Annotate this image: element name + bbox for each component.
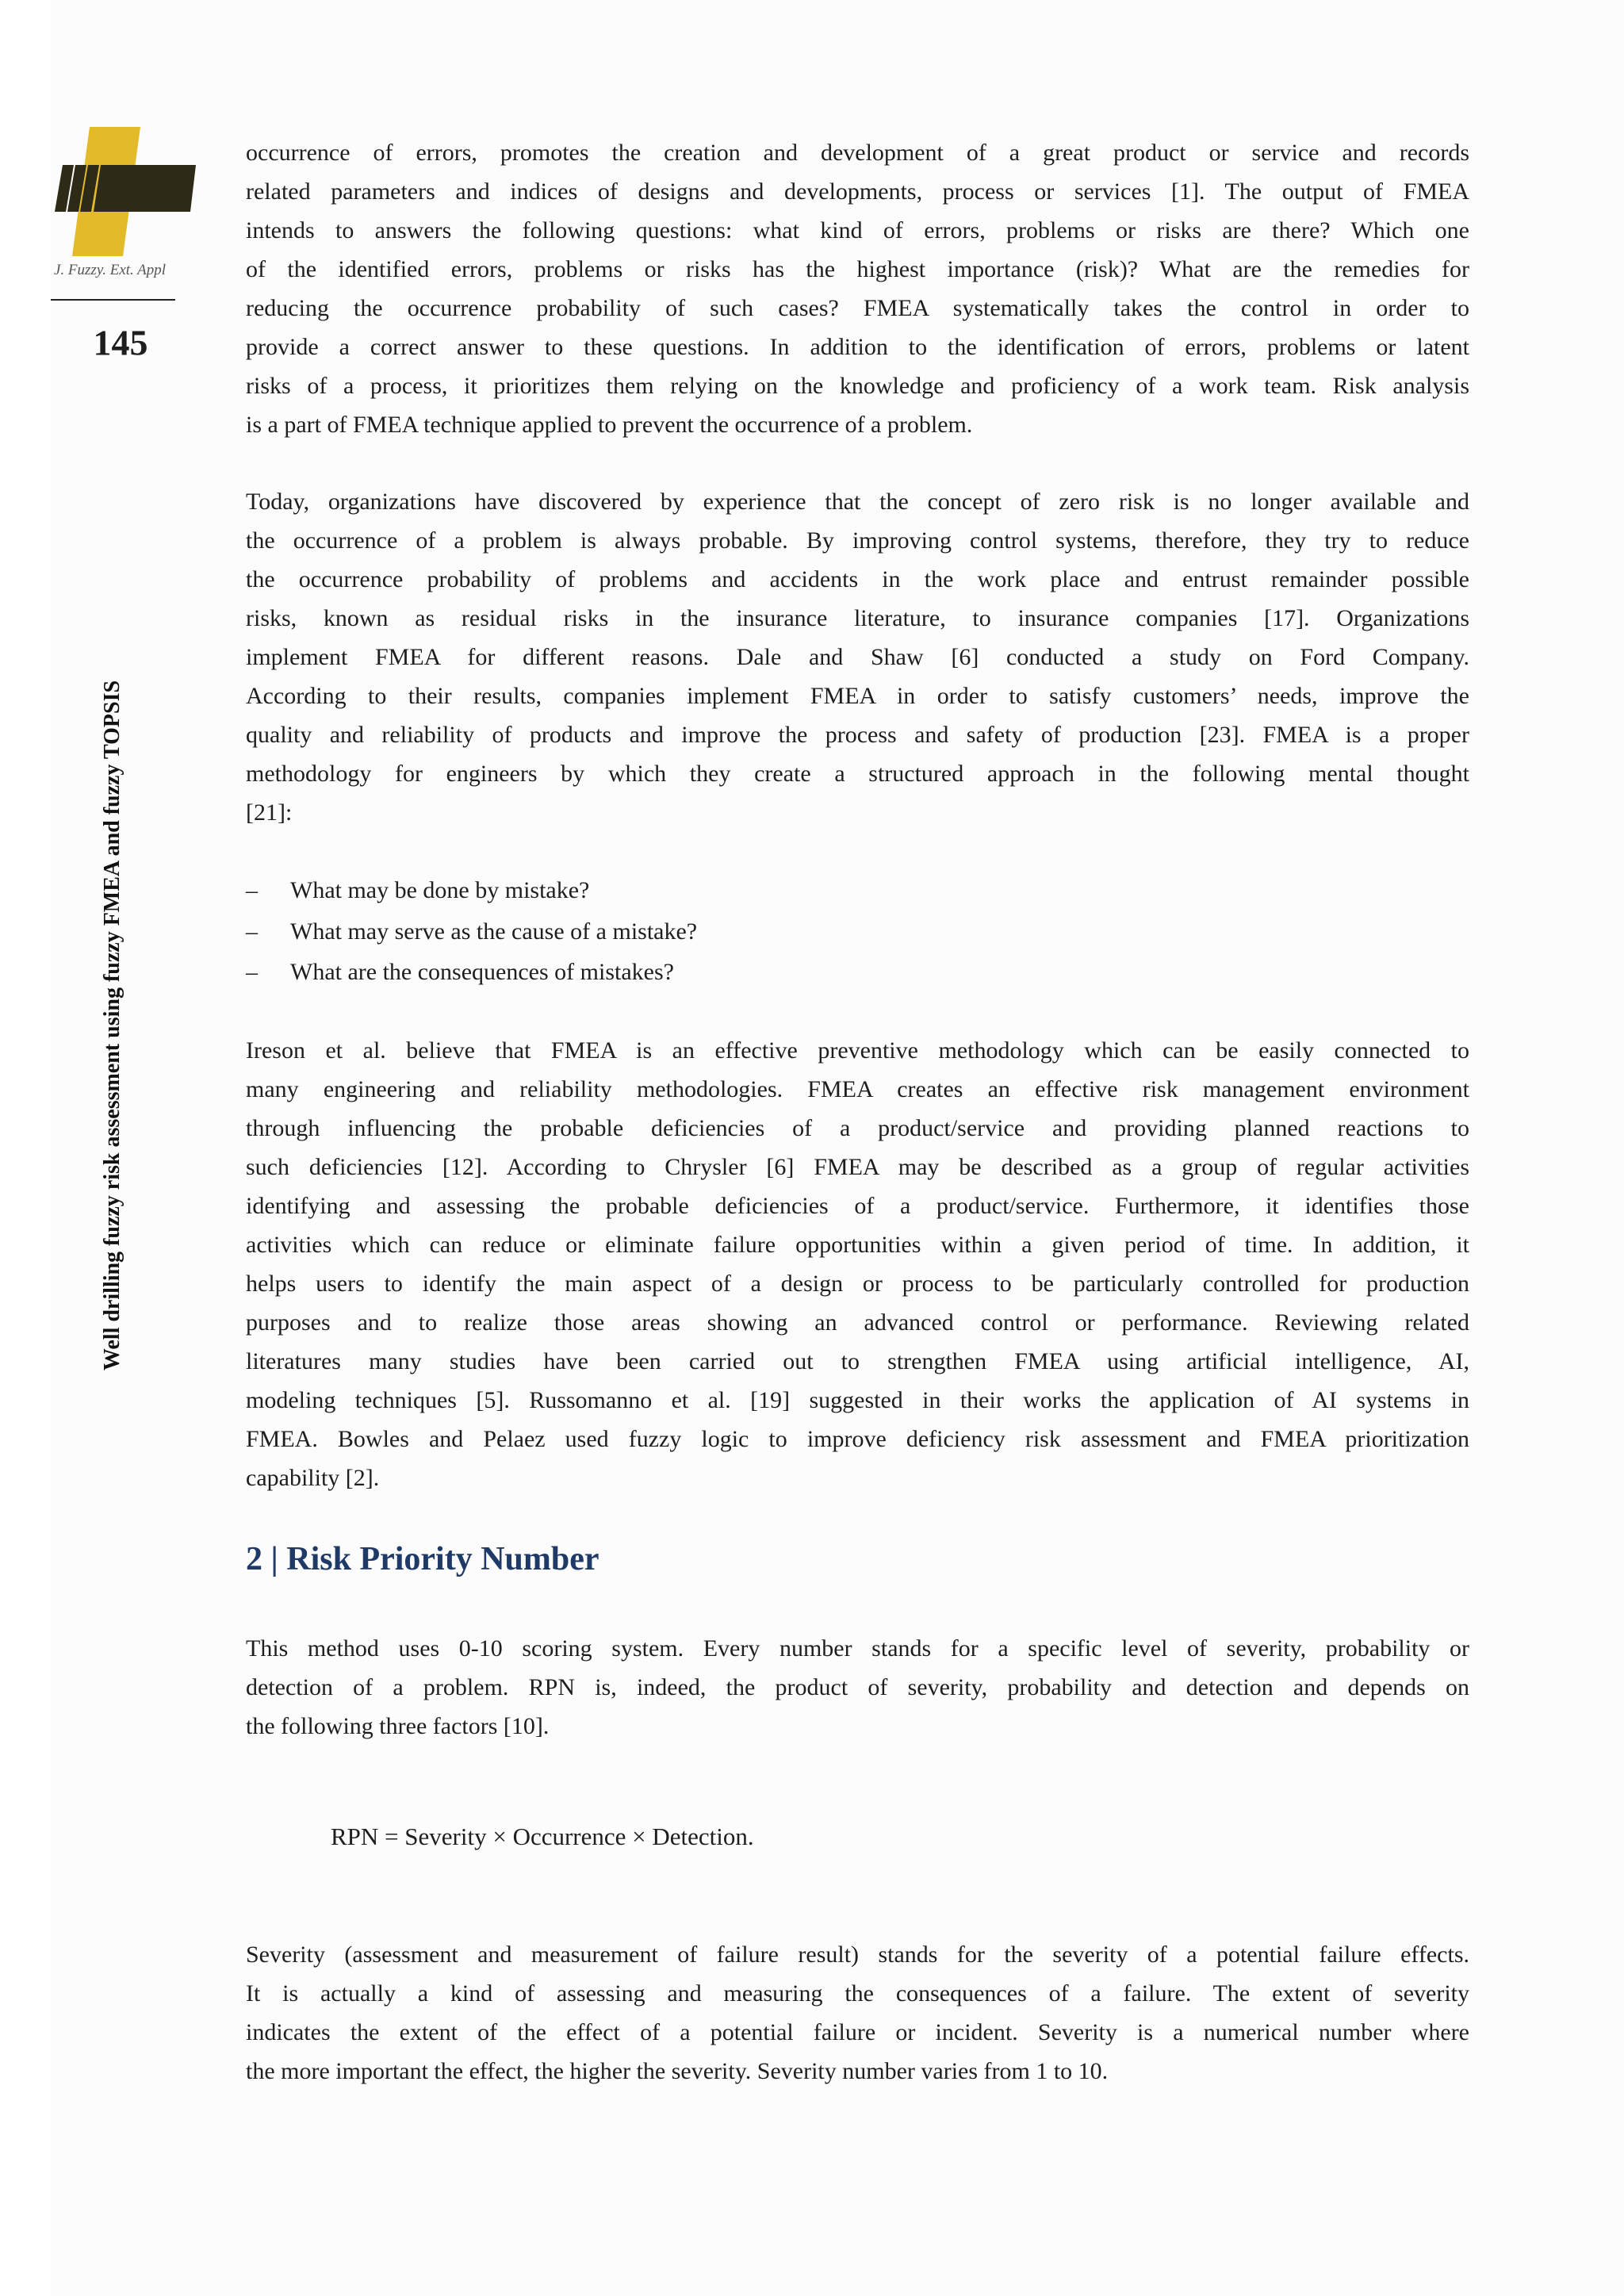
text-line: [21]: (246, 799, 293, 826)
text-line: the occurrence of a problem is always probable. By improving control systems, therefore, they try to reduce (246, 527, 1469, 554)
running-title: Well drilling fuzzy risk assessment using fuzzy FMEA and fuzzy TOPSIS (100, 680, 124, 1371)
text-line: activities which can reduce or eliminate failure opportunities within a given period of time. In addition, it (246, 1232, 1469, 1258)
text-line: the occurrence probability of problems and accidents in the work place and entrust remainder possible (246, 566, 1469, 592)
text-line: of the identified errors, problems or risks has the highest importance (risk)? What are the remedies for (246, 256, 1469, 282)
text-line: indicates the extent of the effect of a potential failure or incident. Severity is a numerical number where (246, 2019, 1469, 2045)
text-line: the following three factors [10]. (246, 1713, 550, 1739)
paragraph-2 (246, 482, 1469, 832)
bullet-marker: – (246, 959, 258, 985)
text-line: many engineering and reliability methodologies. FMEA creates an effective risk management environment (246, 1076, 1469, 1102)
bullet-text: What may serve as the cause of a mistake? (290, 918, 698, 945)
journal-abbreviation: J. Fuzzy. Ext. Appl (54, 262, 167, 278)
bullet-text: What are the consequences of mistakes? (290, 959, 674, 985)
bullet-item (246, 912, 697, 951)
text-line: It is actually a kind of assessing and measuring the consequences of a failure. The extent of severity (246, 1980, 1469, 2007)
text-line: purposes and to realize those areas showing an advanced control or performance. Reviewing related (246, 1309, 1469, 1336)
text-line: Today, organizations have discovered by experience that the concept of zero risk is no longer available and (246, 489, 1469, 515)
text-line: identifying and assessing the probable deficiencies of a product/service. Furthermore, it identifies those (246, 1193, 1469, 1219)
text-line: reducing the occurrence probability of such cases? FMEA systematically takes the control in order to (246, 295, 1469, 321)
journal-logo (44, 127, 198, 262)
text-line: the more important the effect, the higher the severity. Severity number varies from 1 to 10. (246, 2058, 1109, 2084)
text-line: occurrence of errors, promotes the creation and development of a great product or service and records (246, 140, 1469, 166)
text-line: risks, known as residual risks in the insurance literature, to insurance companies [17]. Organizations (246, 605, 1469, 631)
page-margin (0, 0, 51, 2296)
text-line: helps users to identify the main aspect of a design or process to be particularly controlled for production (246, 1271, 1469, 1297)
text-line: through influencing the probable deficiencies of a product/service and providing planned reactions to (246, 1115, 1469, 1141)
text-line: risks of a process, it prioritizes them relying on the knowledge and proficiency of a work team. Risk analysis (246, 373, 1469, 399)
paragraph-1 (246, 133, 1469, 444)
bullet-marker: – (246, 877, 258, 903)
text-line: Ireson et al. believe that FMEA is an effective preventive methodology which can be easily connected to (246, 1037, 1469, 1064)
text-line: such deficiencies [12]. According to Chrysler [6] FMEA may be described as a group of regular activities (246, 1154, 1469, 1180)
text-line: literatures many studies have been carried out to strengthen FMEA using artificial intelligence, AI, (246, 1348, 1469, 1374)
bullet-item (246, 953, 674, 991)
text-line: modeling techniques [5]. Russomanno et al. [19] suggested in their works the application of AI systems in (246, 1387, 1469, 1413)
paragraph-4 (246, 1629, 1469, 1746)
text-line: related parameters and indices of designs and developments, process or services [1]. The output of FMEA (246, 178, 1469, 205)
text-line: detection of a problem. RPN is, indeed, the product of severity, probability and detection and depends on (246, 1674, 1469, 1700)
text-line: Severity (assessment and measurement of failure result) stands for the severity of a potential failure effects. (246, 1941, 1469, 1968)
bullet-item (246, 871, 589, 910)
section-heading: 2 | Risk Priority Number (246, 1541, 599, 1577)
page-number: 145 (93, 322, 148, 363)
text-line: implement FMEA for different reasons. Dale and Shaw [6] conducted a study on Ford Company. (246, 644, 1469, 670)
text-line: capability [2]. (246, 1465, 380, 1491)
text-line: provide a correct answer to these questions. In addition to the identification of errors, problems or latent (246, 334, 1469, 360)
paragraph-3 (246, 1031, 1469, 1497)
text-line: quality and reliability of products and improve the process and safety of production [23]. FMEA is a proper (246, 722, 1469, 748)
text-line: methodology for engineers by which they create a structured approach in the following mental thought (246, 761, 1469, 787)
text-line: is a part of FMEA technique applied to prevent the occurrence of a problem. (246, 412, 973, 438)
bullet-marker: – (246, 918, 258, 945)
bullet-text: What may be done by mistake? (290, 877, 590, 903)
text-line: intends to answers the following questions: what kind of errors, problems or risks are there? Which one (246, 217, 1469, 243)
text-line: This method uses 0-10 scoring system. Every number stands for a specific level of severity, probability or (246, 1635, 1469, 1662)
paragraph-5 (246, 1935, 1469, 2091)
header-rule (51, 299, 175, 301)
text-line: According to their results, companies implement FMEA in order to satisfy customers’ needs, improve the (246, 683, 1469, 709)
text-line: FMEA. Bowles and Pelaez used fuzzy logic to improve deficiency risk assessment and FMEA prioritization (246, 1426, 1469, 1452)
rpn-equation: RPN = Severity × Occurrence × Detection. (331, 1823, 754, 1850)
